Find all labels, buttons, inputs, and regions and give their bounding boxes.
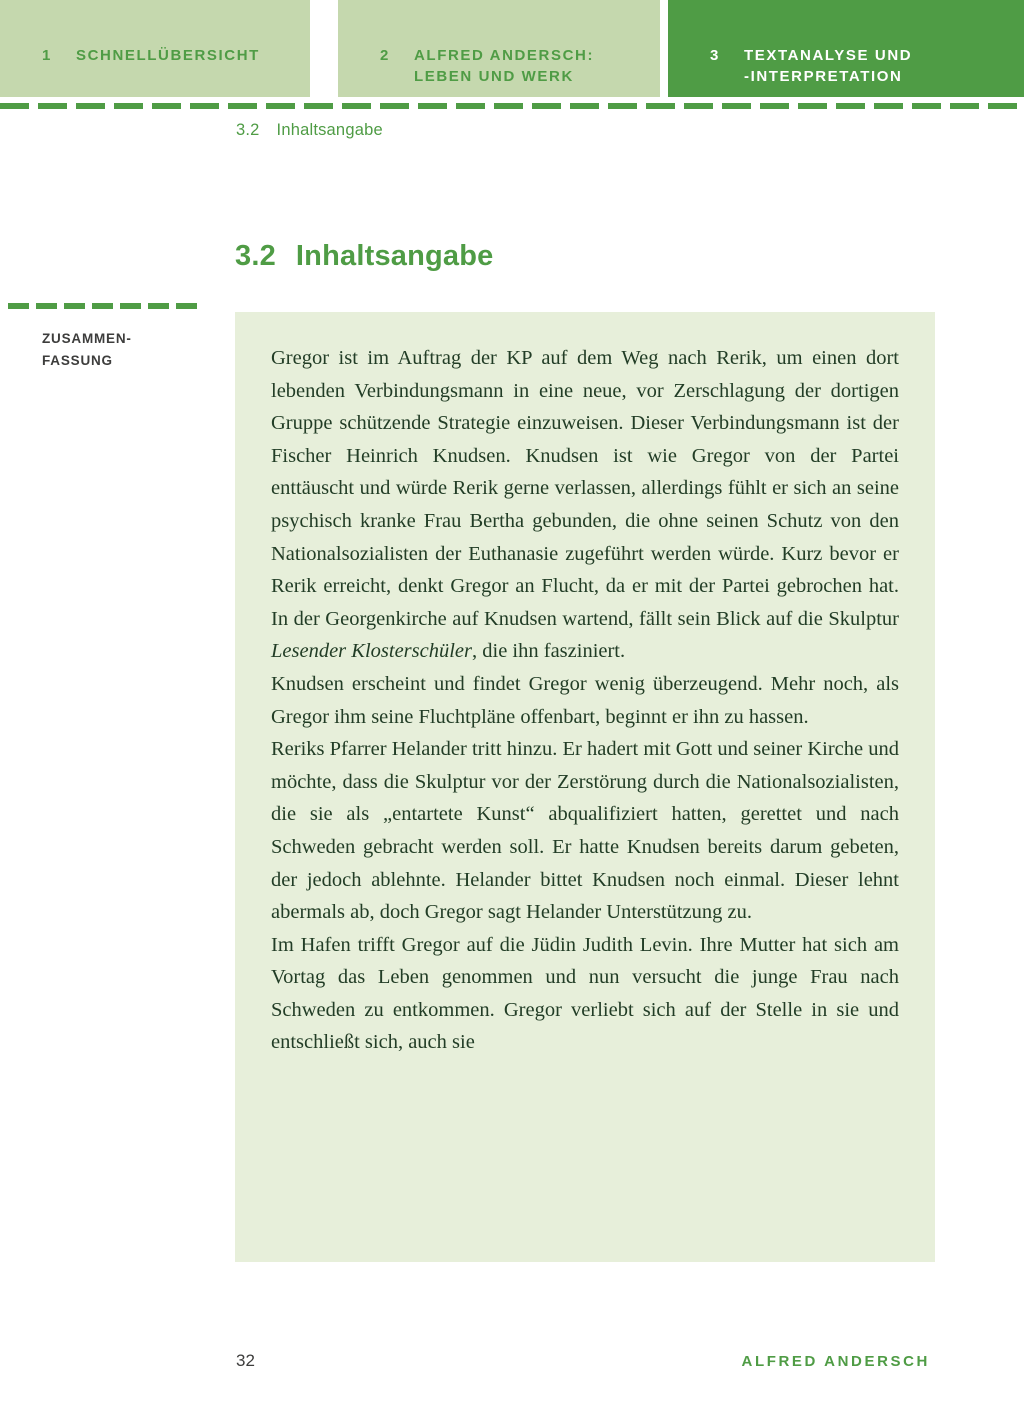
margin-note-line2: FASSUNG xyxy=(42,353,113,368)
summary-paragraph-1-end: , die ihn fasziniert. xyxy=(472,640,626,663)
tab-label xyxy=(414,45,594,87)
tab-label-line1: ALFRED ANDERSCH: xyxy=(414,47,595,64)
summary-paragraph-1 xyxy=(271,342,899,668)
tab-number: 3 xyxy=(710,47,720,64)
tab-label xyxy=(76,45,260,66)
summary-paragraph-1-text: Gregor ist im Auftrag der KP auf dem Weg nach Rerik, um einen dort lebenden Verbindungsmann in eine neue, vor Zerschlagung der dortigen Gruppe schützende Strategie einzuweisen. Dieser Verbindungsmann ist der Fischer Heinrich Knudsen. Knudsen ist wie Gregor von der Partei enttäuscht und würde Rerik gerne verlassen, allerdings fühlt er sich an seine psychisch kranke Frau Bertha gebunden, die ohne seinen Schutz von den Nationalsozialisten der Euthanasie zugeführt werden würde. Kurz bevor er Rerik erreicht, denkt Gregor an Flucht, da er mit der Partei gebrochen hat. In der Georgenkirche auf Knudsen wartend, fällt sein Blick auf die Skulptur xyxy=(271,347,899,630)
tab-schnelluebersicht xyxy=(0,0,310,97)
breadcrumb-number: 3.2 xyxy=(236,121,260,139)
breadcrumb-label: Inhaltsangabe xyxy=(276,121,383,139)
tab-number: 1 xyxy=(42,47,52,64)
tab-textanalyse-interpretation xyxy=(668,0,1024,97)
dashed-divider xyxy=(0,103,1024,109)
page-number: 32 xyxy=(236,1351,255,1370)
margin-dashed-rule xyxy=(8,303,200,309)
section-heading xyxy=(235,240,494,273)
footer-book-title: ALFRED ANDERSCH xyxy=(741,1353,930,1370)
margin-note-line1: ZUSAMMEN- xyxy=(42,331,132,346)
tab-number: 2 xyxy=(380,47,390,64)
section-heading-label: Inhaltsangabe xyxy=(295,240,494,272)
tab-label xyxy=(744,45,912,87)
summary-paragraph-2: Knudsen erscheint und findet Gregor wenig überzeugend. Mehr noch, als Gregor ihm seine Fluchtpläne offenbart, beginnt er ihn zu hassen. xyxy=(271,672,899,728)
tab-leben-und-werk xyxy=(338,0,660,97)
summary-paragraph-4: Im Hafen trifft Gregor auf die Jüdin Judith Levin. Ihre Mutter hat sich am Vortag das Leben genommen und nun versucht die junge Frau nach Schweden zu entkommen. Gregor verliebt sich auf der Stelle in sie und entschließt sich, auch sie xyxy=(271,933,899,1054)
tab-label-line1: SCHNELLÜBERSICHT xyxy=(76,47,260,64)
book-title-italic: Lesender Klosterschüler xyxy=(271,640,472,663)
summary-box xyxy=(235,312,935,1262)
tab-label-line2: LEBEN UND WERK xyxy=(414,68,574,85)
breadcrumb xyxy=(236,121,383,140)
margin-note-zusammenfassung xyxy=(42,328,132,372)
section-heading-number: 3.2 xyxy=(235,240,276,272)
tab-label-line1: TEXTANALYSE UND xyxy=(744,47,913,64)
summary-paragraph-3: Reriks Pfarrer Helander tritt hinzu. Er hadert mit Gott und seiner Kirche und möchte, dass die Skulptur vor der Zerstörung durch die Nationalsozialisten, die sie als „entartete Kunst“ abqualifiziert hatten, gerettet und nach Schweden gebracht werden soll. Er hatte Knudsen bereits darum gebeten, der jedoch ablehnte. Helander bittet Knudsen noch einmal. Dieser lehnt abermals ab, doch Gregor sagt Helander Unterstützung zu. xyxy=(271,738,899,924)
tab-label-line2: -INTERPRETATION xyxy=(744,68,903,85)
